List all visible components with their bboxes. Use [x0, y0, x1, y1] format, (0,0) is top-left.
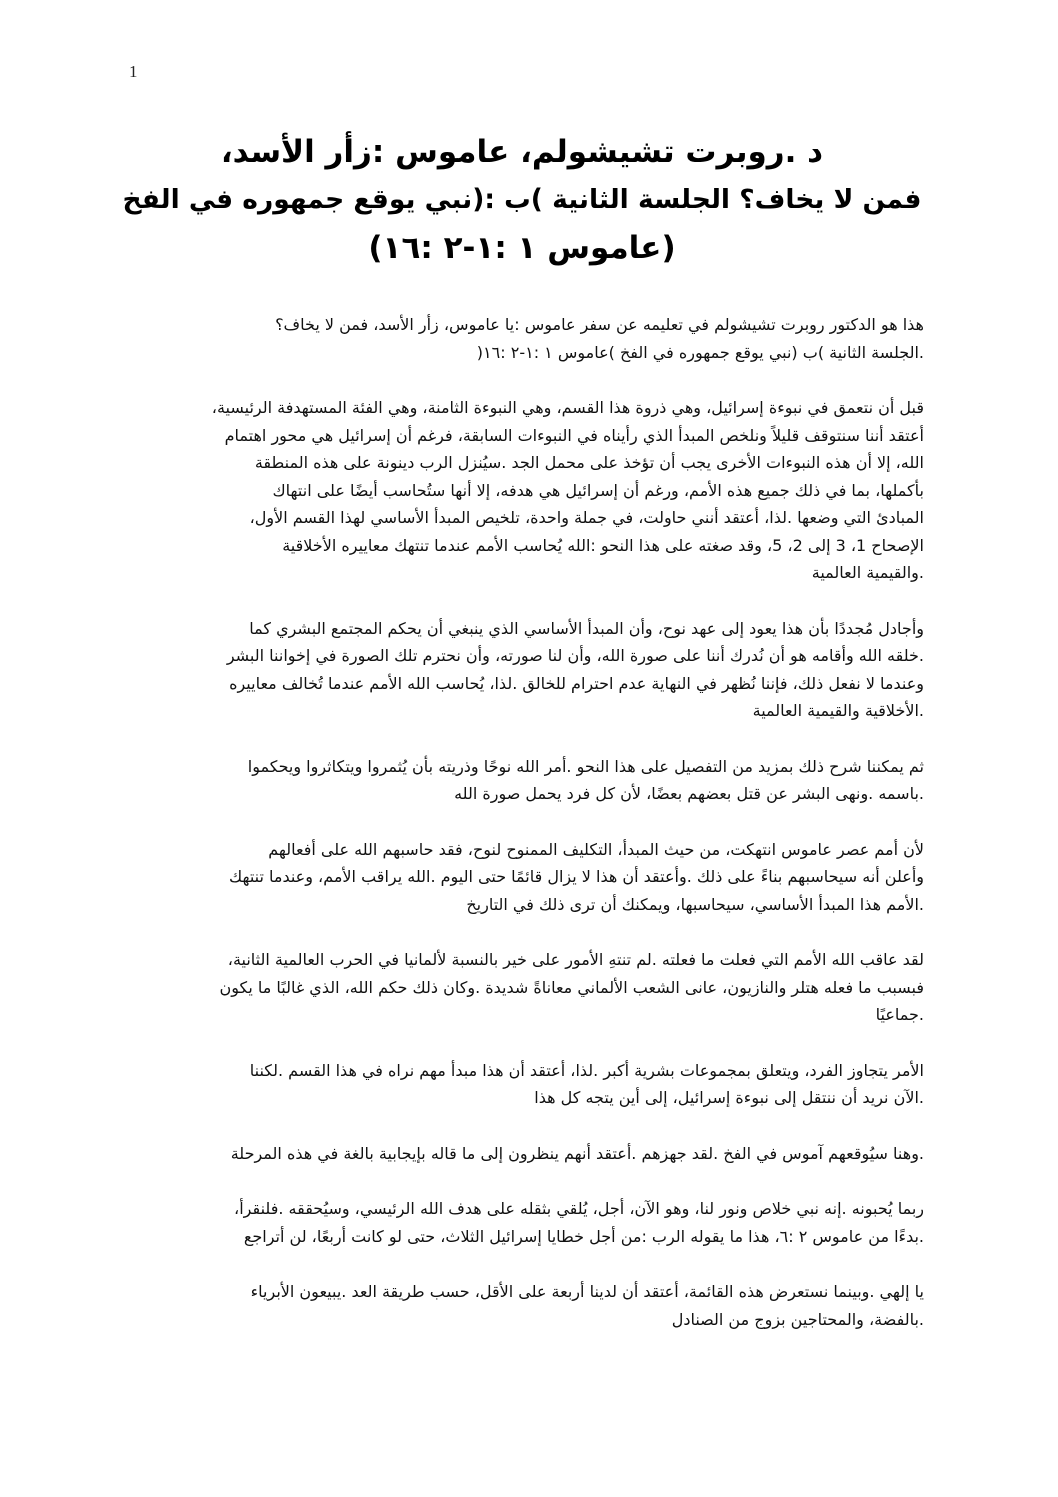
text-line: الإصحاح 1، 3 إلى 2، 5، وقد صغته على هذا النحو :الله يُحاسب الأمم عندما تنتهك معاييره الأخلاقية — [282, 535, 924, 555]
document-title — [120, 128, 924, 272]
paragraph-8 — [150, 1140, 924, 1168]
text-line: قبل أن نتعمق في نبوءة إسرائيل، وهي ذروة هذا القسم، وهي النبوءة الثامنة، وهي الفئة المستهدفة الرئيسية، — [211, 398, 924, 417]
page-number: 1 — [129, 62, 138, 81]
paragraph-2 — [150, 394, 924, 587]
text-line: ثم يمكننا شرح ذلك بمزيد من التفصيل على هذا النحو .أمر الله نوحًا وذريته بأن يُثمروا ويتكاثروا ويحكموا — [247, 756, 924, 776]
title-line: (عاموس ١ :١-٢ :١٦) — [368, 230, 676, 266]
text-line: الله، إلا أن هذه النبوءات الأخرى يجب أن تؤخذ على محمل الجد .سيُنزل الرب دينونة على هذه المنطقة — [254, 453, 924, 472]
document-body — [150, 311, 924, 1361]
text-line: لقد عاقب الله الأمم التي فعلت ما فعلته .لم تنتهِ الأمور على خير بالنسبة لألمانيا في الحرب العالمية الثانية، — [227, 950, 924, 969]
title-line: د .روبرت تشيشولم، عاموس :زأر الأسد، — [220, 134, 824, 170]
text-line: .الأمم هذا المبدأ الأساسي، سيحاسبها، ويمكنك أن ترى ذلك في التاريخ — [466, 894, 924, 914]
text-line: .الأخلاقية والقيمية العالمية — [752, 701, 924, 720]
text-line: الأمر يتجاوز الفرد، ويتعلق بمجموعات بشرية أكبر .لذا، أعتقد أن هذا مبدأ مهم نراه في هذا القسم .لكننا — [249, 1060, 924, 1080]
paragraph-4 — [150, 753, 924, 808]
text-line: أعتقد أننا سنتوقف قليلاً ونلخص المبدأ الذي رأيناه في النبوءات السابقة، فرغم أن إسرائيل هي محور اهتمام — [224, 425, 924, 445]
text-line: .باسمه .ونهى البشر عن قتل بعضهم بعضًا، لأن كل فرد يحمل صورة الله — [454, 784, 924, 803]
paragraph-1 — [150, 311, 924, 366]
text-line: .بالفضة، والمحتاجين بزوج من الصنادل — [671, 1309, 924, 1329]
text-line: هذا هو الدكتور روبرت تشيشولم في تعليمه عن سفر عاموس :يا عاموس، زأر الأسد، فمن لا يخاف؟ — [275, 315, 924, 334]
text-line: لأن أمم عصر عاموس انتهكت، من حيث المبدأ، التكليف الممنوح لنوح، فقد حاسبهم الله على أفعالهم — [268, 839, 924, 859]
paragraph-6 — [150, 946, 924, 1029]
paragraph-3 — [150, 615, 924, 725]
text-line: .خلقه الله وأقامه هو أن نُدرك أننا على صورة الله، وأن لنا صورته، وأن نحترم تلك الصورة في إخواننا البشر — [226, 646, 924, 665]
paragraph-5 — [150, 836, 924, 919]
text-line: .جماعيًا — [875, 1005, 924, 1024]
text-line: .بدءًا من عاموس ٢ :٦، هذا ما يقوله الرب :من أجل خطايا إسرائيل الثلاث، حتى لو كانت أربعًا، لن أتراجع — [243, 1226, 924, 1246]
paragraph-10 — [150, 1278, 924, 1333]
text-line: وعندما لا نفعل ذلك، فإننا نُظهر في النهاية عدم احترام للخالق .لذا، يُحاسب الله الأمم عندما تُخالف معاييره — [229, 673, 924, 693]
text-line: بأكملها، بما في ذلك جميع هذه الأمم، ورغم أن إسرائيل هي هدفه، إلا أنها ستُحاسب أيضًا على انتهاك — [272, 480, 924, 500]
paragraph-7 — [150, 1057, 924, 1112]
paragraph-9 — [150, 1195, 924, 1250]
text-line: .الآن نريد أن ننتقل إلى نبوءة إسرائيل، إلى أين يتجه كل هذا — [534, 1088, 924, 1107]
text-line: فبسبب ما فعله هتلر والنازيون، عانى الشعب الألماني معاناةً شديدة .وكان ذلك حكم الله، الذي غالبًا ما يكون — [219, 977, 924, 997]
title-line: فمن لا يخاف؟ الجلسة الثانية )ب :(نبي يوقع جمهوره في الفخ — [122, 184, 922, 215]
text-line: وأجادل مُجددًا بأن هذا يعود إلى عهد نوح، وأن المبدأ الأساسي الذي ينبغي أن يحكم المجتمع البشري كما — [249, 618, 924, 638]
text-line: وأعلن أنه سيحاسبهم بناءً على ذلك .وأعتقد أن هذا لا يزال قائمًا حتى اليوم .الله يراقب الأمم، وعندما تنتهك — [228, 867, 924, 886]
text-line: يا إلهي .وبينما نستعرض هذه القائمة، أعتقد أن لدينا أربعة على الأقل، حسب طريقة العد .يبيعون الأبرياء — [250, 1282, 924, 1301]
text-line: .الجلسة الثانية )ب (نبي يوقع جمهوره في الفخ )عاموس ١ :١-٢ :١٦( — [476, 342, 924, 362]
text-line: .والقيمية العالمية — [811, 563, 924, 582]
text-line: المبادئ التي وضعها .لذا، أعتقد أنني حاولت، في جملة واحدة، تلخيص المبدأ الأساسي لهذا القسم الأول، — [249, 508, 924, 527]
text-line: .وهنا سيُوقعهم آموس في الفخ .لقد جهزهم .أعتقد أنهم ينظرون إلى ما قاله بإيجابية بالغة في هذه المرحلة — [230, 1143, 924, 1163]
text-line: ربما يُحبونه .إنه نبي خلاص ونور لنا، وهو الآن، أجل، يُلقي بثقله على هدف الله الرئيسي، وسيُحققه .فلنقرأ، — [234, 1199, 924, 1218]
